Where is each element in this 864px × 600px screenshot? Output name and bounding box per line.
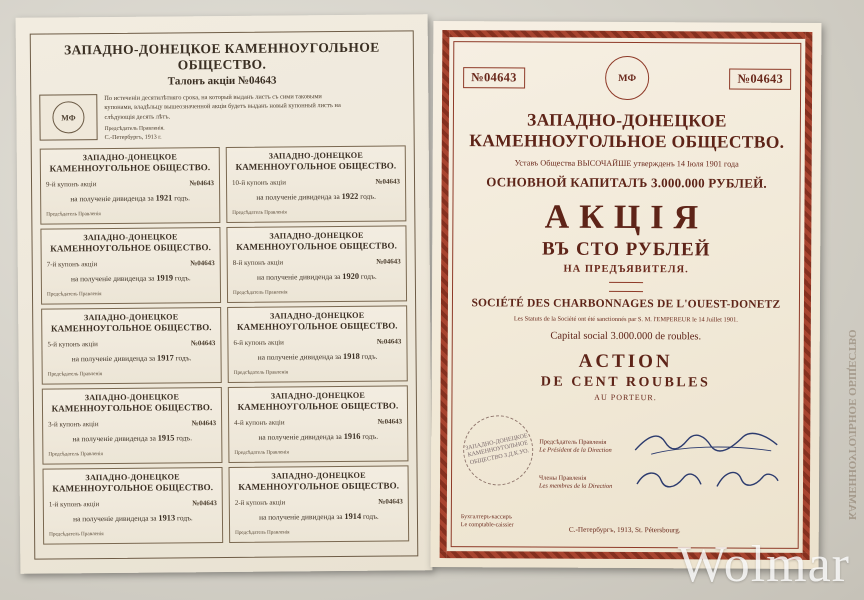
coupon-company-line1: ЗАПАДНО-ДОНЕЦКОЕ: [83, 232, 178, 242]
coupon-company-line2: КАМЕННОУГОЛЬНОЕ ОБЩЕСТВО.: [237, 400, 399, 412]
coupon-company-line1: ЗАПАДНО-ДОНЕЦКОЕ: [85, 472, 180, 482]
certificate-statutes-french: Les Statuts de la Société ont été sanctionnés par S. M. l'EMPEREUR le 14 Juillet 1901.: [513, 315, 738, 324]
cashier-label-ru: Бухгалтеръ-кассиръ: [460, 513, 512, 521]
coupon-number: 4-й купонъ акціи: [234, 418, 285, 427]
coupon: [226, 145, 407, 223]
coupon-signature-label: Предсѣдатель Правленія: [46, 290, 102, 298]
coupon-share-number: №04643: [190, 258, 215, 267]
certificate-number-right: №04643: [729, 68, 791, 89]
coupon: [40, 147, 221, 225]
coupon-dividend-text: на полученіе дивиденда за: [257, 351, 342, 362]
body-line: слѣдующія десять лѣтъ.: [104, 113, 171, 121]
coupon-signature-label: Предсѣдатель Правленія: [234, 449, 289, 456]
coupon-company-line1: ЗАПАДНО-ДОНЕЦКОЕ: [84, 392, 180, 402]
coupon-company-line2: КАМЕННОУГОЛЬНОЕ ОБЩЕСТВО.: [50, 321, 212, 334]
cashier-label-fr: Le comptable-caissier: [460, 522, 514, 529]
coupon-company-line2: КАМЕННОУГОЛЬНОЕ ОБЩЕСТВО.: [236, 320, 398, 332]
signature-label: Предсѣдатель Правленія.: [104, 125, 165, 132]
coupon-number: 10-й купонъ акціи: [231, 178, 286, 187]
signature-stroke: [631, 466, 781, 493]
certificate-capital: ОСНОВНОЙ КАПИТАЛЪ 3.000.000 РУБЛЕЙ.: [486, 174, 767, 191]
signature-row-chairman: [539, 430, 789, 457]
signature-row-members: [539, 466, 789, 493]
coupon-year-suffix: годъ.: [360, 191, 377, 201]
certificate-action-heading: ACTION: [578, 350, 673, 372]
coupon-company-line1: ЗАПАДНО-ДОНЕЦКОЕ: [271, 470, 366, 481]
coupon: [43, 467, 224, 545]
coupon-sheet-subtitle: Талонъ акціи №04643: [167, 74, 277, 88]
coupon-dividend-text: на полученіе дивиденда за: [72, 433, 156, 443]
coupon-year: 1921: [155, 193, 173, 203]
coupon-signature-label: Предсѣдатель Правленія: [48, 450, 103, 458]
coupon-company-line1: ЗАПАДНО-ДОНЕЦКОЕ: [269, 230, 364, 241]
certificate-number-row: [459, 55, 795, 101]
members-label-fr: Les membres de la Direction: [538, 482, 613, 491]
coupon: [229, 465, 410, 543]
certificate-company-line2: КАМЕННОУГОЛЬНОЕ ОБЩЕСТВО.: [469, 130, 785, 152]
members-label-ru: Члены Правленія: [539, 474, 587, 482]
coupon-number: 6-й купонъ акціи: [233, 338, 284, 347]
coupon-share-number: №04643: [378, 497, 403, 506]
ministry-seal-icon: МФ: [605, 56, 649, 100]
coupon-year-suffix: годъ.: [174, 192, 191, 203]
coupon-year-suffix: годъ.: [174, 272, 191, 283]
certificate-capital-french: Capital social 3.000.000 de roubles.: [550, 330, 702, 343]
coupon: [42, 387, 223, 465]
certificate-charter-text: Уставъ Общества ВЫСОЧАЙШЕ утвержденъ 14 Іюля 1901 года: [514, 158, 739, 169]
signature-area: [457, 409, 794, 539]
coupon-company-line1: ЗАПАДНО-ДОНЕЦКОЕ: [83, 312, 179, 322]
coupon-company-line1: ЗАПАДНО-ДОНЕЦКОЕ: [269, 310, 365, 321]
coupon-year: 1915: [157, 433, 175, 443]
coupon-signature-label: Предсѣдатель Правленія: [232, 209, 287, 216]
coupon-sheet-frame: [30, 30, 419, 559]
coupon-year: 1918: [342, 351, 360, 361]
coupon-year: 1917: [156, 353, 174, 363]
coupon-sheet-title: ЗАПАДНО-ДОНЕЦКОЕ КАМЕННОУГОЛЬНОЕ ОБЩЕСТВО.: [64, 39, 380, 73]
coupon-company-line1: ЗАПАДНО-ДОНЕЦКОЕ: [82, 152, 178, 162]
chairman-signature-ink: [631, 430, 789, 457]
coupon-year-suffix: годъ.: [361, 351, 378, 361]
coupon-dividend-text: на полученіе дивиденда за: [256, 191, 340, 202]
coupon-year: 1913: [158, 513, 176, 523]
coupon-grid: [40, 145, 409, 544]
coupon-dividend-text: на полученіе дивиденда за: [256, 271, 341, 282]
certificate-company-line1: ЗАПАДНО-ДОНЕЦКОЕ: [527, 109, 727, 131]
body-line: купонами, владѣльцу вышеозначенной акціи будетъ выданъ новый купонный листъ на: [104, 102, 341, 112]
coupon-year-suffix: годъ.: [175, 352, 192, 363]
coupon-sheet: [16, 14, 433, 574]
coupon-year: 1916: [343, 431, 361, 441]
coupon-signature-label: Предсѣдатель Правленія: [235, 529, 290, 536]
coupon-sheet-date: С.-Петербургъ, 1913 г.: [104, 134, 162, 141]
ornament-divider: [609, 282, 643, 292]
coupon-number: 1-й купонъ акціи: [48, 499, 100, 509]
chairman-label-ru: Предсѣдатель Правленія: [539, 438, 607, 446]
coupon-share-number: №04643: [190, 338, 216, 347]
coupon-year-suffix: годъ.: [176, 512, 193, 523]
coupon-number: 2-й купонъ акціи: [234, 498, 286, 507]
coupon-signature-label: Предсѣдатель Правленія: [232, 289, 288, 296]
coupon-company-line1: ЗАПАДНО-ДОНЕЦКОЕ: [268, 150, 364, 161]
coupon-company-line2: КАМЕННОУГОЛЬНОЕ ОБЩЕСТВО.: [50, 241, 211, 254]
coupon-signature-label: Предсѣдатель Правленія: [49, 530, 104, 538]
stamp-seal-icon: МФ: [52, 101, 84, 133]
certificate-denomination-french: DE CENT ROUBLES: [540, 374, 711, 391]
coupon-number: 7-й купонъ акціи: [46, 259, 98, 269]
coupon-share-number: №04643: [191, 418, 217, 427]
coupon: [40, 227, 221, 305]
signature-stroke: [631, 430, 781, 457]
coupon-share-number: №04643: [192, 498, 217, 507]
coupon-company-line2: КАМЕННОУГОЛЬНОЕ ОБЩЕСТВО.: [238, 480, 400, 492]
chairman-label-fr: Le Président de la Direction: [539, 446, 612, 455]
coupon-number: 9-й купонъ акціи: [46, 179, 97, 189]
certificate-denomination: ВЪ СТО РУБЛЕЙ: [541, 238, 711, 261]
coupon-dividend-text: на полученіе дивиденда за: [70, 273, 155, 283]
certificate-akcia-heading: АКЦІЯ: [544, 198, 709, 237]
member-signature-ink: [631, 466, 789, 493]
coupon: [228, 385, 409, 463]
coupon-number: 3-й купонъ акціи: [48, 419, 99, 429]
coupon-company-line2: КАМЕННОУГОЛЬНОЕ ОБЩЕСТВО.: [236, 240, 397, 252]
coupon-company-line2: КАМЕННОУГОЛЬНОЕ ОБЩЕСТВО.: [49, 161, 211, 174]
watermark: Wolmar: [677, 536, 850, 593]
coupon-year-suffix: годъ.: [362, 511, 379, 521]
coupon-share-number: №04643: [189, 178, 215, 187]
coupon-signature-label: Предсѣдатель Правленія: [233, 369, 289, 376]
show-through-text: КАМЕННОУГОЛЬНОЕ ОБЩЕСТВО: [846, 329, 858, 520]
company-seal-icon: ЗАПАДНО-ДОНЕЦКОЕ КАМЕННОУГОЛЬНОЕ ОБЩЕСТВО З.Д.К.УО.: [457, 409, 540, 492]
body-line: По истеченіи десятилѣтняго срока, на который выданъ листъ съ сими таковыми: [104, 93, 322, 103]
certificate-city-date: С.-Петербургъ, 1913, St. Pétersbourg.: [568, 525, 681, 535]
coupon-sheet-body: [104, 91, 405, 142]
certificate-bearer-french: AU PORTEUR.: [594, 392, 657, 402]
coupon: [41, 307, 222, 385]
signature-label-chairman: [539, 438, 631, 456]
certificate-company-french: SOCIÉTÉ DES CHARBONNAGES DE L'OUEST-DONETZ: [471, 297, 781, 311]
coupon-company-line1: ЗАПАДНО-ДОНЕЦКОЕ: [270, 390, 366, 401]
coupon-share-number: №04643: [377, 417, 403, 426]
signature-label-members: [539, 474, 631, 492]
coupon-year-suffix: годъ.: [176, 432, 193, 443]
coupon-company-line2: КАМЕННОУГОЛЬНОЕ ОБЩЕСТВО.: [235, 160, 397, 172]
coupon-share-number: №04643: [375, 177, 401, 186]
coupon-year: 1922: [341, 191, 359, 201]
coupon-number: 5-й купонъ акціи: [47, 339, 98, 349]
coupon-dividend-text: на полученіе дивиденда за: [259, 511, 343, 522]
certificate-bearer-note: НА ПРЕДЪЯВИТЕЛЯ.: [563, 263, 689, 276]
coupon-year: 1920: [342, 271, 360, 281]
coupon-signature-label: Предсѣдатель Правленія: [47, 370, 103, 378]
certificate-content: [457, 47, 796, 543]
coupon-company-line2: КАМЕННОУГОЛЬНОЕ ОБЩЕСТВО.: [52, 481, 214, 494]
coupon: [227, 305, 408, 383]
coupon-share-number: №04643: [376, 257, 401, 266]
coupon-dividend-text: на полученіе дивиденда за: [73, 513, 157, 523]
revenue-stamp-box: [39, 94, 97, 141]
coupon-year: 1919: [156, 273, 174, 283]
coupon-company-line2: КАМЕННОУГОЛЬНОЕ ОБЩЕСТВО.: [51, 401, 213, 414]
coupon: [226, 225, 407, 303]
coupon-dividend-text: на полученіе дивиденда за: [258, 431, 342, 442]
coupon-year-suffix: годъ.: [360, 271, 377, 281]
coupon-year: 1914: [344, 511, 362, 521]
share-certificate: [431, 21, 822, 569]
certificate-number-left: №04643: [463, 67, 525, 88]
coupon-signature-label: Предсѣдатель Правленія: [46, 210, 101, 218]
signature-rows: [539, 430, 789, 503]
coupon-number: 8-й купонъ акціи: [232, 258, 284, 267]
coupon-share-number: №04643: [376, 337, 402, 346]
coupon-sheet-header: [39, 91, 405, 143]
coupon-dividend-text: на полученіе дивиденда за: [70, 193, 154, 203]
coupon-dividend-text: на полученіе дивиденда за: [71, 353, 156, 363]
coupon-year-suffix: годъ.: [362, 431, 379, 441]
